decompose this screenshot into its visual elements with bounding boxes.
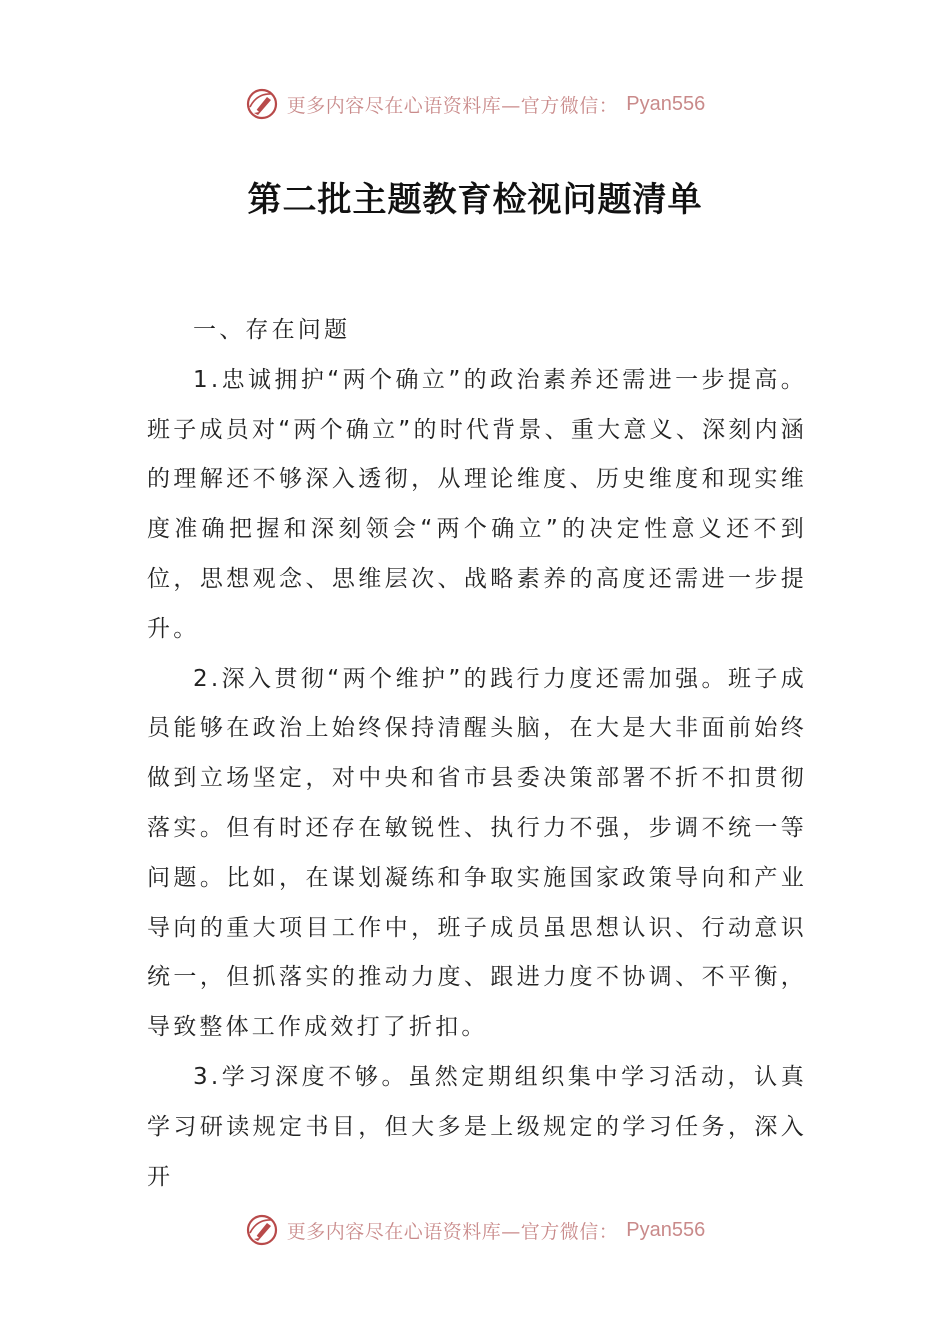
header-banner bbox=[0, 84, 950, 124]
paragraph-2: 2.深入贯彻“两个维护”的践行力度还需加强。班子成员能够在政治上始终保持清醒头脑，在大是大非面前始终做到立场坚定，对中央和省市县委决策部署不折不扣贯彻落实。但有时还存在敏锐性、执行力不强，步调不统一等问题。比如，在谋划凝练和争取实施国家政策导向和产业导向的重大项目工作中，班子成员虽思想认识、行动意识统一，但抓落实的推动力度、跟进力度不协调、不平衡，导致整体工作成效打了折扣。 bbox=[147, 665, 807, 1041]
pen-nib-circle-icon bbox=[245, 87, 279, 121]
paragraph-1: 1.忠诚拥护“两个确立”的政治素养还需进一步提高。班子成员对“两个确立”的时代背景、重大意义、深刻内涵的理解还不够深入透彻，从理论维度、历史维度和现实维度准确把握和深刻领会“两个确立”的决定性意义还不到位，思想观念、思维层次、战略素养的高度还需进一步提升。 bbox=[147, 366, 807, 642]
banner-text: 更多内容尽在心语资料库—官方微信： bbox=[286, 1220, 619, 1243]
footer-banner bbox=[0, 1210, 950, 1250]
wechat-id: Pyan556 bbox=[626, 92, 706, 115]
section-heading: 一、存在问题 bbox=[193, 317, 351, 343]
document-body bbox=[147, 306, 807, 1202]
pen-nib-circle-icon bbox=[245, 1213, 279, 1247]
paragraph-3: 3.学习深度不够。虽然定期组织集中学习活动，认真学习研读规定书目，但大多是上级规定的学习任务，深入开 bbox=[147, 1063, 807, 1190]
document-title: 第二批主题教育检视问题清单 bbox=[247, 180, 703, 220]
banner-text: 更多内容尽在心语资料库—官方微信： bbox=[286, 94, 619, 117]
wechat-id: Pyan556 bbox=[626, 1218, 706, 1241]
